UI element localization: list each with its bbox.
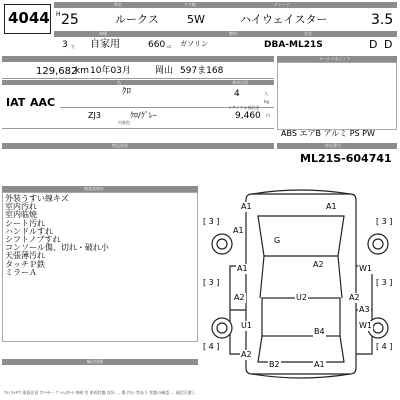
recycle-fee: 9,460 (235, 111, 261, 121)
damage-code: W1 (359, 264, 372, 273)
damage-code: A1 (241, 202, 252, 211)
damage-code: W1 (359, 321, 372, 330)
bracket-count: [ 3 ] (203, 278, 220, 287)
lbl-fuel: 燃料 (229, 31, 237, 36)
mileage-value: 129,682 (36, 66, 78, 77)
footer-text: ｱﾙﾐ ｷｬﾗﾘｱ 取扱注意 ｽﾏｰﾄｷｰ・ﾌﾟｯｼｭｽﾀｰﾄ 車検 付 車両状態 良好 … 傷 凹み 等あり 状態の確認 … 現状引渡し (4, 390, 196, 395)
model-name: ルークス (115, 13, 159, 26)
sales-point-title: セールスポイント (319, 56, 351, 61)
aircon: AAC (30, 96, 56, 109)
lbl-recycle: リサイクル預託金 (228, 105, 260, 110)
lbl-type: 型式 (304, 31, 312, 36)
damage-code: A1 (314, 360, 325, 369)
lbl-cap: 乗車定員 (232, 80, 248, 85)
footer-header (2, 359, 198, 365)
sales-point-box (277, 62, 397, 130)
exterior-grade: D (384, 38, 393, 51)
damage-code: A2 (313, 260, 324, 269)
report-item: シート汚れ (5, 218, 45, 228)
header-bar-1 (54, 2, 397, 8)
cc-value: 660 (148, 40, 166, 50)
lbl-grade: グレード (274, 2, 290, 7)
report-item: 室内临焼 (5, 210, 37, 220)
damage-code: A2 (234, 293, 245, 302)
plate-number: 597ま168 (180, 66, 224, 76)
report-item: ハンドルすれ (5, 226, 53, 236)
seats-unit: 人 (264, 91, 268, 96)
damage-code: A1 (233, 226, 244, 235)
bracket-count: [ 3 ] (203, 217, 220, 226)
report-item: 天張薄汚れ (5, 251, 45, 261)
load-unit: kg (264, 99, 269, 104)
chassis-number: ML21S-604741 (300, 152, 392, 165)
report-title: 検査員報告 (84, 186, 104, 191)
report-list (5, 195, 109, 277)
report-item: 外装うすい線キズ (5, 194, 69, 203)
bracket-count: [ 4 ] (376, 342, 393, 351)
damage-code: A2 (241, 350, 252, 359)
damage-code: A3 (359, 305, 370, 314)
lbl-doors: ドア数 (184, 2, 196, 7)
recycle-unit: 円 (266, 113, 270, 118)
notes-header (2, 143, 274, 149)
door-count: 5W (187, 13, 205, 26)
header-bar-2 (54, 31, 397, 37)
seats-value: 4 (234, 89, 240, 99)
damage-code: U1 (241, 321, 252, 330)
cc-unit: cc (167, 44, 172, 49)
lbl-usage: 車種 (99, 31, 107, 36)
footer-title: 輸出情報 (87, 359, 103, 364)
equipment-list: ABS エアB アルミ PS PW (281, 129, 375, 138)
car-diagram (200, 186, 398, 382)
model-year: 25 (61, 12, 79, 28)
divider-3 (2, 128, 274, 129)
color-code: ZJ3 (88, 111, 101, 120)
damage-code: G (274, 236, 281, 245)
divider-1 (2, 78, 274, 79)
interior-color: ｸﾛ/ｸﾞﾚｰ (130, 111, 157, 120)
damage-code: B4 (314, 327, 325, 336)
auction-score: 3.5 (371, 12, 394, 28)
grade-name: ハイウェイスター (240, 13, 328, 26)
transmission: IAT (6, 96, 26, 109)
fuel-value: ガソリン (180, 40, 208, 48)
spec-subheader (2, 80, 274, 85)
color-value: ｸﾛ (122, 87, 132, 97)
damage-code: A1 (326, 202, 337, 211)
report-item: シフトノブすれ (5, 235, 61, 245)
damage-code: A1 (237, 264, 248, 273)
damage-code: U2 (296, 293, 307, 302)
damage-code: A2 (349, 293, 360, 302)
mileage-unit: km (75, 66, 89, 76)
chassis-title: 車台番号 (325, 143, 341, 148)
year-prefix: H (56, 11, 61, 18)
bracket-count: [ 3 ] (376, 217, 393, 226)
damage-code: B2 (269, 360, 280, 369)
capacity-value: 3 (62, 40, 68, 50)
bracket-count: [ 4 ] (203, 342, 220, 351)
report-item: ミラーＡ (5, 267, 37, 277)
model-code: DBA-ML21S (264, 40, 323, 50)
location: 岡山 (155, 66, 174, 76)
interior-grade: D (369, 38, 378, 51)
lbl-color: 色 (117, 80, 121, 85)
inspection-date: 10年03月 (90, 66, 131, 76)
lot-number: 4044 (8, 9, 50, 27)
report-item: タッチＰ鉄 (5, 259, 45, 269)
lbl-interior: 内装色 (118, 120, 130, 125)
usage-value: 自家用 (90, 39, 120, 50)
chassis-header (277, 143, 397, 149)
bracket-count: [ 3 ] (376, 278, 393, 287)
capacity-unit: 方 (71, 44, 75, 49)
report-item: コンソール傷、切れ・破れ小 (5, 243, 109, 253)
spec-header (2, 56, 274, 62)
lbl-model: 車名 (114, 2, 122, 7)
notes-title: 特記事項 (112, 143, 128, 148)
report-item: 室内汚れ (5, 202, 37, 212)
